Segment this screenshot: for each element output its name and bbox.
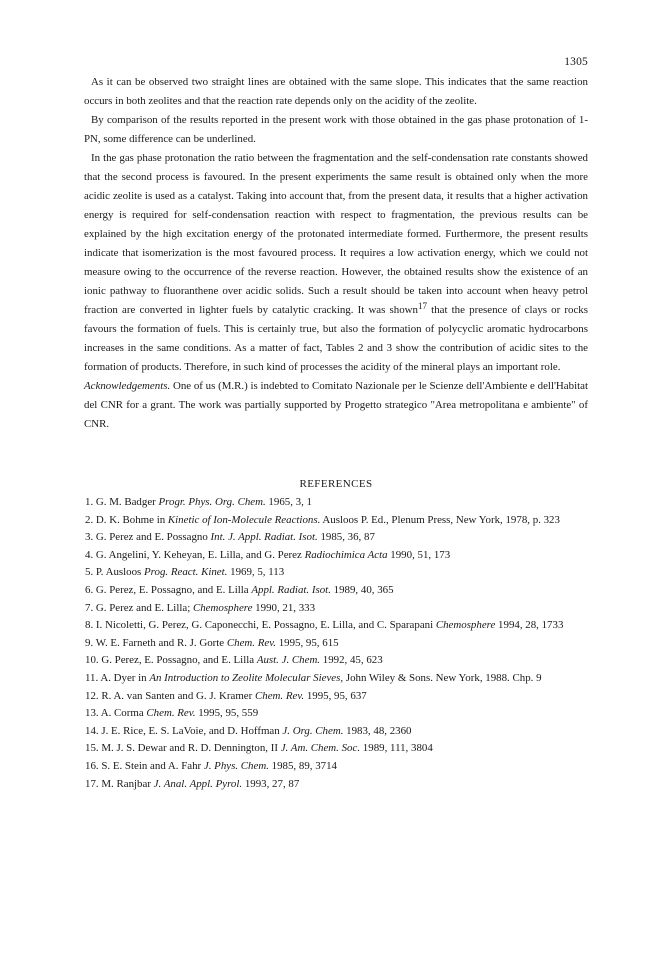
acknowledgements (84, 377, 588, 434)
reference-item: 5. P. Ausloos Prog. React. Kinet. 1969, 5, 113 (85, 566, 285, 579)
paragraph-text-before-citation: In the gas phase protonation the ratio between the fragmentation and the self-condensation rate constants showed that the second process is favoured. In the present experiments the same result is obtained only when the more acidic zeolite is used as a catalyst. Taking into account that, from the present data, it results that a higher activation energy is required for self-condensation reaction with respect to fragmentation, the previous results can be explained by the high excitation energy of the protonated intermediate formed. Furthermore, the present results indicate that isomerization is the most favoured process. It requires a low activation energy, which we could not measure owing to the occurrence of the reverse reaction. However, the obtained results show the existence of an ionic pathway to fluoranthene over acidic solids. Such a result should be taken into account when heavy petrol fraction are converted in lighter fuels by catalytic cracking. It was shown (84, 152, 588, 316)
references-list (85, 494, 589, 793)
paragraph-gas-phase-protonation (84, 149, 588, 377)
reference-item: 14. J. E. Rice, E. S. LaVoie, and D. Hoffman J. Org. Chem. 1983, 48, 2360 (85, 724, 412, 737)
acknowledgements-label: Acknowledgements. (84, 380, 171, 392)
reference-item: 1. G. M. Badger Progr. Phys. Org. Chem. 1965, 3, 1 (85, 496, 312, 508)
reference-item: 3. G. Perez and E. Possagno Int. J. Appl. Radiat. Isot. 1985, 36, 87 (85, 531, 375, 544)
paragraph-slope-observation: As it can be observed two straight lines are obtained with the same slope. This indicates that the same reaction occurs in both zeolites and that the reaction rate depends only on the acidity of the zeolite. (84, 76, 588, 107)
reference-item: 7. G. Perez and E. Lilla; Chemosphere 1990, 21, 333 (85, 601, 316, 614)
reference-item: 9. W. E. Farneth and R. J. Gorte Chem. Rev. 1995, 95, 615 (85, 636, 339, 649)
paragraph-text-after-citation: that the presence of clays or rocks favours the formation of fuels. This is certainly true, but also the formation of polycyclic aromatic hydrocarbons increases in the same conditions. As a matter of fact, Tables 2 and 3 show the contribution of acidic sites to the formation of products. Therefore, in such kind of processes the acidity of the mineral plays an important role. (84, 304, 588, 373)
article-body (84, 73, 588, 434)
citation-superscript: 17 (418, 301, 427, 311)
reference-item: 12. R. A. van Santen and G. J. Kramer Chem. Rev. 1995, 95, 637 (85, 689, 367, 702)
reference-item: 13. A. Corma Chem. Rev. 1995, 95, 559 (85, 707, 259, 720)
reference-item: 2. D. K. Bohme in Kinetic of Ion-Molecule Reactions. Ausloos P. Ed., Plenum Press, New York, 1978, p. 323 (85, 513, 560, 526)
reference-item: 8. I. Nicoletti, G. Perez, G. Caponecchi, E. Possagno, E. Lilla, and C. Sparapani Chemosphere 1994, 28, 1733 (85, 619, 564, 632)
reference-item: 16. S. E. Stein and A. Fahr J. Phys. Chem. 1985, 89, 3714 (85, 759, 337, 772)
references-heading: REFERENCES (299, 478, 373, 490)
reference-item: 15. M. J. S. Dewar and R. D. Dennington, II J. Am. Chem. Soc. 1989, 111, 3804 (85, 742, 433, 755)
page-number: 1305 (564, 56, 588, 68)
reference-item: 10. G. Perez, E. Possagno, and E. Lilla Aust. J. Chem. 1992, 45, 623 (85, 654, 383, 667)
acknowledgements-text: One of us (M.R.) is indebted to Comitato Nazionale per le Scienze dell'Ambiente e dell'Habitat del CNR for a grant. The work was partially supported by Progetto strategico "Area metropolitana e ambiente" of CNR. (84, 380, 588, 430)
reference-item: 6. G. Perez, E. Possagno, and E. Lilla Appl. Radiat. Isot. 1989, 40, 365 (85, 583, 394, 596)
reference-item: 4. G. Angelini, Y. Keheyan, E. Lilla, and G. Perez Radiochimica Acta 1990, 51, 173 (85, 548, 451, 561)
reference-item: 17. M. Ranjbar J. Anal. Appl. Pyrol. 1993, 27, 87 (85, 777, 300, 790)
reference-item: 11. A. Dyer in An Introduction to Zeolite Molecular Sieves, John Wiley & Sons. New York, 1988. Chp. 9 (85, 671, 542, 684)
paragraph-comparison: By comparison of the results reported in the present work with those obtained in the gas phase protonation of 1-PN, some difference can be underlined. (84, 114, 588, 145)
